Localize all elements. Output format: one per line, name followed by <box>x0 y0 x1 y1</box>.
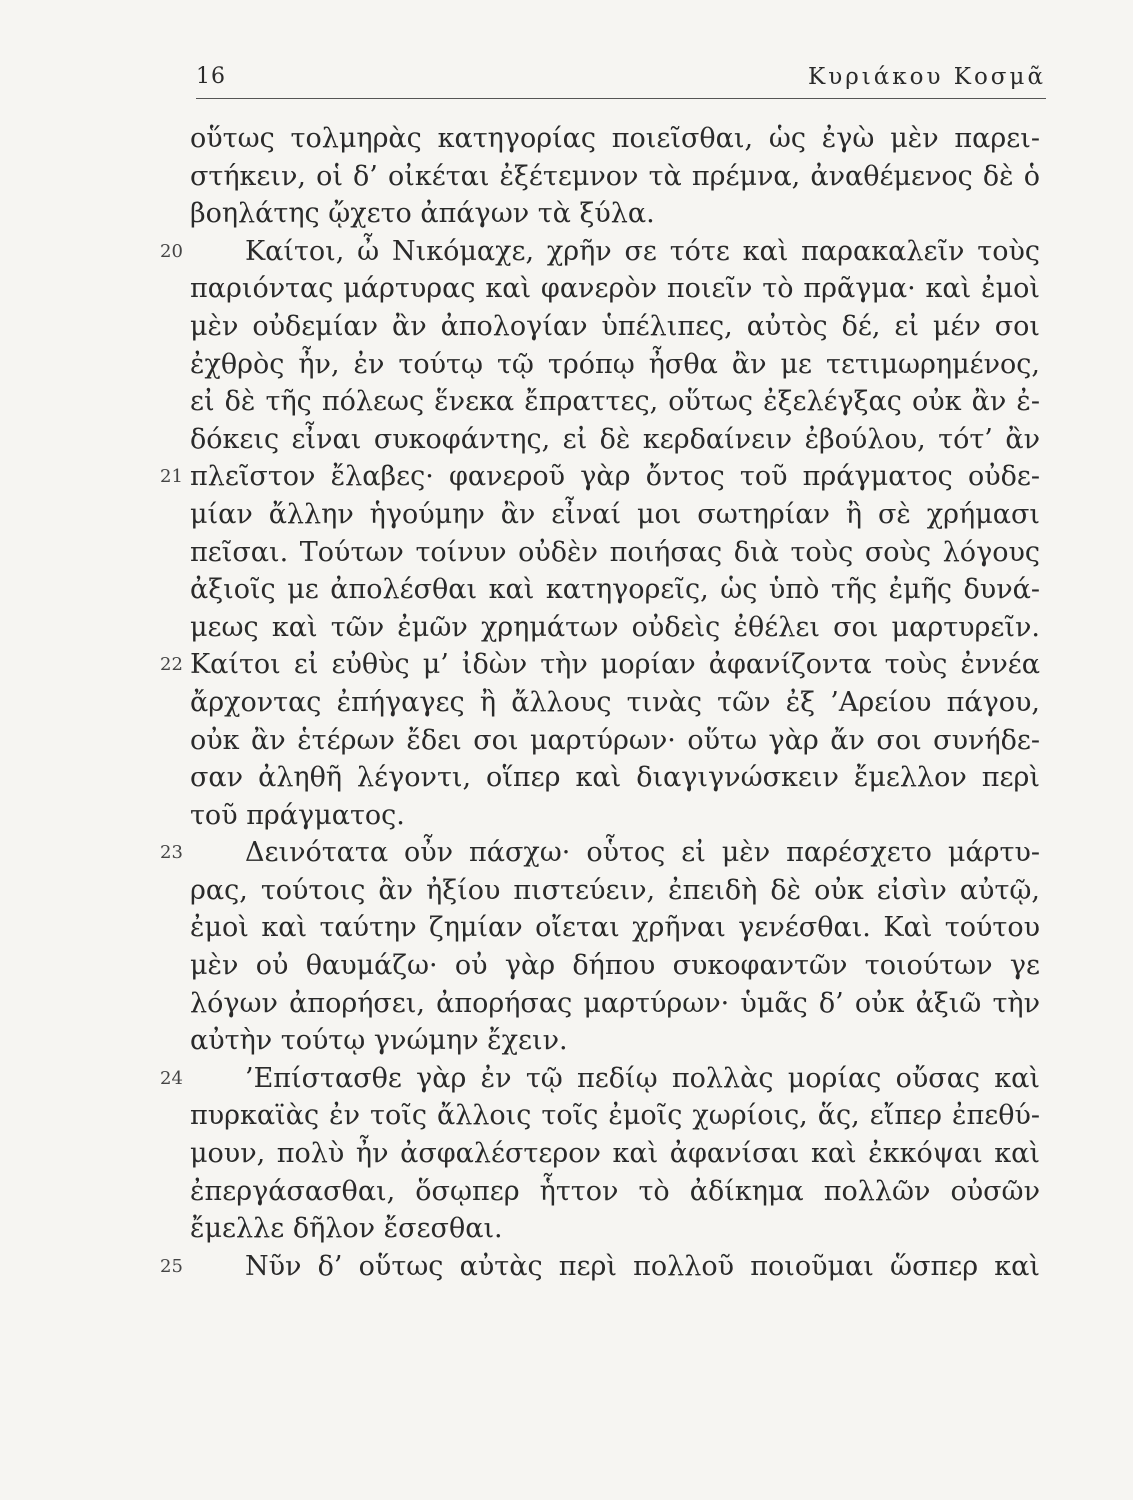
line-text: ἐμοὶ καὶ ταύτην ζημίαν οἴεται χρῆναι γενέσθαι. Καὶ τούτου <box>190 912 1040 944</box>
text-line <box>190 346 1040 384</box>
text-line <box>190 1210 1040 1248</box>
line-text: ρας, τούτοις ἂν ἠξίου πιστεύειν, ἐπειδὴ δὲ οὐκ εἰσὶν αὐτῷ, <box>190 874 1040 906</box>
line-text: στήκειν, οἱ δ’ οἰκέται ἐξέτεμνον τὰ πρέμνα, ἀναθέμενος δὲ ὁ <box>190 160 1040 192</box>
line-text: ἐπεργάσασθαι, ὅσῳπερ ἧττον τὸ ἀδίκημα πολλῶν οὐσῶν <box>190 1175 1040 1207</box>
line-text: εἰ δὲ τῆς πόλεως ἕνεκα ἔπραττες, οὕτως ἐξελέγξας οὐκ ἂν ἐ- <box>190 386 1040 418</box>
body-text <box>160 120 1040 1285</box>
text-line <box>160 458 1040 496</box>
line-text: μίαν ἄλλην ἡγούμην ἂν εἶναί μοι σωτηρίαν ἢ σὲ χρήμασι <box>190 498 1040 530</box>
line-text: ἔμελλε δῆλον ἔσεσθαι. <box>190 1213 503 1245</box>
text-line <box>190 158 1040 196</box>
text-line <box>190 722 1040 760</box>
line-text: πεῖσαι. Τούτων τοίνυν οὐδὲν ποιήσας διὰ τοὺς σοὺς λόγους <box>190 536 1040 568</box>
line-text: ἐχθρὸς ἦν, ἐν τούτῳ τῷ τρόπῳ ἦσθα ἂν με τετιμωρημένος, <box>190 348 1040 380</box>
text-line <box>190 872 1040 910</box>
line-text: παριόντας μάρτυρας καὶ φανερὸν ποιεῖν τὸ πρᾶγμα· καὶ ἐμοὶ <box>190 273 1040 305</box>
line-text: οὐκ ἂν ἑτέρων ἔδει σοι μαρτύρων· οὕτω γὰρ ἄν σοι συνήδε- <box>190 724 1040 756</box>
text-line <box>160 233 1040 271</box>
section-number: 20 <box>160 240 183 262</box>
line-text: βοηλάτης ᾤχετο ἀπάγων τὰ ξύλα. <box>190 198 655 230</box>
line-text: δόκεις εἶναι συκοφάντης, εἰ δὲ κερδαίνειν ἐβούλου, τότ’ ἂν <box>190 423 1040 455</box>
running-title: Κυριάκου Κοσμᾶ <box>808 64 1046 90</box>
text-line <box>190 496 1040 534</box>
text-line <box>190 308 1040 346</box>
line-text: σαν ἀληθῆ λέγοντι, οἵπερ καὶ διαγιγνώσκειν ἔμελλον περὶ <box>190 762 1040 794</box>
text-line <box>160 1060 1040 1098</box>
text-line <box>190 1135 1040 1173</box>
text-line <box>160 834 1040 872</box>
text-line <box>190 759 1040 797</box>
text-line <box>190 985 1040 1023</box>
line-text: μὲν οὐ θαυμάζω· οὐ γὰρ δήπου συκοφαντῶν τοιούτων γε <box>190 950 1040 982</box>
text-line <box>190 571 1040 609</box>
line-text: Νῦν δ’ οὕτως αὐτὰς περὶ πολλοῦ ποιοῦμαι ὥσπερ καὶ <box>245 1250 1040 1282</box>
line-text: τοῦ πράγματος. <box>190 799 405 831</box>
section-number: 25 <box>160 1255 183 1277</box>
line-text: Καίτοι εἰ εὐθὺς μ’ ἰδὼν τὴν μορίαν ἀφανίζοντα τοὺς ἐννέα <box>190 649 1040 681</box>
line-text: ἄρχοντας ἐπήγαγες ἢ ἄλλους τινὰς τῶν ἐξ ’Αρείου πάγου, <box>190 686 1040 718</box>
section-number: 24 <box>160 1067 183 1089</box>
section-number: 22 <box>160 654 183 676</box>
text-line <box>190 609 1040 647</box>
text-line <box>190 947 1040 985</box>
text-line <box>190 684 1040 722</box>
text-line <box>190 383 1040 421</box>
text-line <box>160 1248 1040 1286</box>
section-number: 23 <box>160 842 183 864</box>
line-text: Δεινότατα οὖν πάσχω· οὗτος εἰ μὲν παρέσχετο μάρτυ- <box>245 837 1040 869</box>
text-line <box>160 646 1040 684</box>
text-line <box>190 909 1040 947</box>
line-text: πυρκαϊὰς ἐν τοῖς ἄλλοις τοῖς ἐμοῖς χωρίοις, ἅς, εἴπερ ἐπεθύ- <box>190 1100 1040 1132</box>
text-line <box>190 534 1040 572</box>
text-line <box>190 1022 1040 1060</box>
page-header <box>196 58 1046 99</box>
section-number: 21 <box>160 466 183 488</box>
text-line <box>190 195 1040 233</box>
line-text: πλεῖστον ἔλαβες· φανεροῦ γὰρ ὄντος τοῦ πράγματος οὐδε- <box>190 461 1040 493</box>
line-text: λόγων ἀπορήσει, ἀπορήσας μαρτύρων· ὑμᾶς δ’ οὐκ ἀξιῶ τὴν <box>190 987 1040 1019</box>
text-line <box>190 1173 1040 1211</box>
line-text: μεως καὶ τῶν ἐμῶν χρημάτων οὐδεὶς ἐθέλει σοι μαρτυρεῖν. <box>190 611 1040 643</box>
page-number: 16 <box>196 64 226 89</box>
line-text: αὐτὴν τούτῳ γνώμην ἔχειν. <box>190 1025 568 1057</box>
line-text: ’Επίστασθε γὰρ ἐν τῷ πεδίῳ πολλὰς μορίας οὔσας καὶ <box>245 1062 1040 1094</box>
text-line <box>190 421 1040 459</box>
text-line <box>190 1097 1040 1135</box>
text-line <box>190 797 1040 835</box>
line-text: Καίτοι, ὦ Νικόμαχε, χρῆν σε τότε καὶ παρακαλεῖν τοὺς <box>245 235 1040 267</box>
text-line <box>190 120 1040 158</box>
line-text: μὲν οὐδεμίαν ἂν ἀπολογίαν ὑπέλιπες, αὐτὸς δέ, εἰ μέν σοι <box>190 310 1040 342</box>
line-text: μουν, πολὺ ἦν ἀσφαλέστερον καὶ ἀφανίσαι καὶ ἐκκόψαι καὶ <box>190 1138 1040 1170</box>
line-text: ἀξιοῖς με ἀπολέσθαι καὶ κατηγορεῖς, ὡς ὑπὸ τῆς ἐμῆς δυνά- <box>190 574 1040 606</box>
text-line <box>190 270 1040 308</box>
line-text: οὕτως τολμηρὰς κατηγορίας ποιεῖσθαι, ὡς ἐγὼ μὲν παρει- <box>190 123 1040 154</box>
